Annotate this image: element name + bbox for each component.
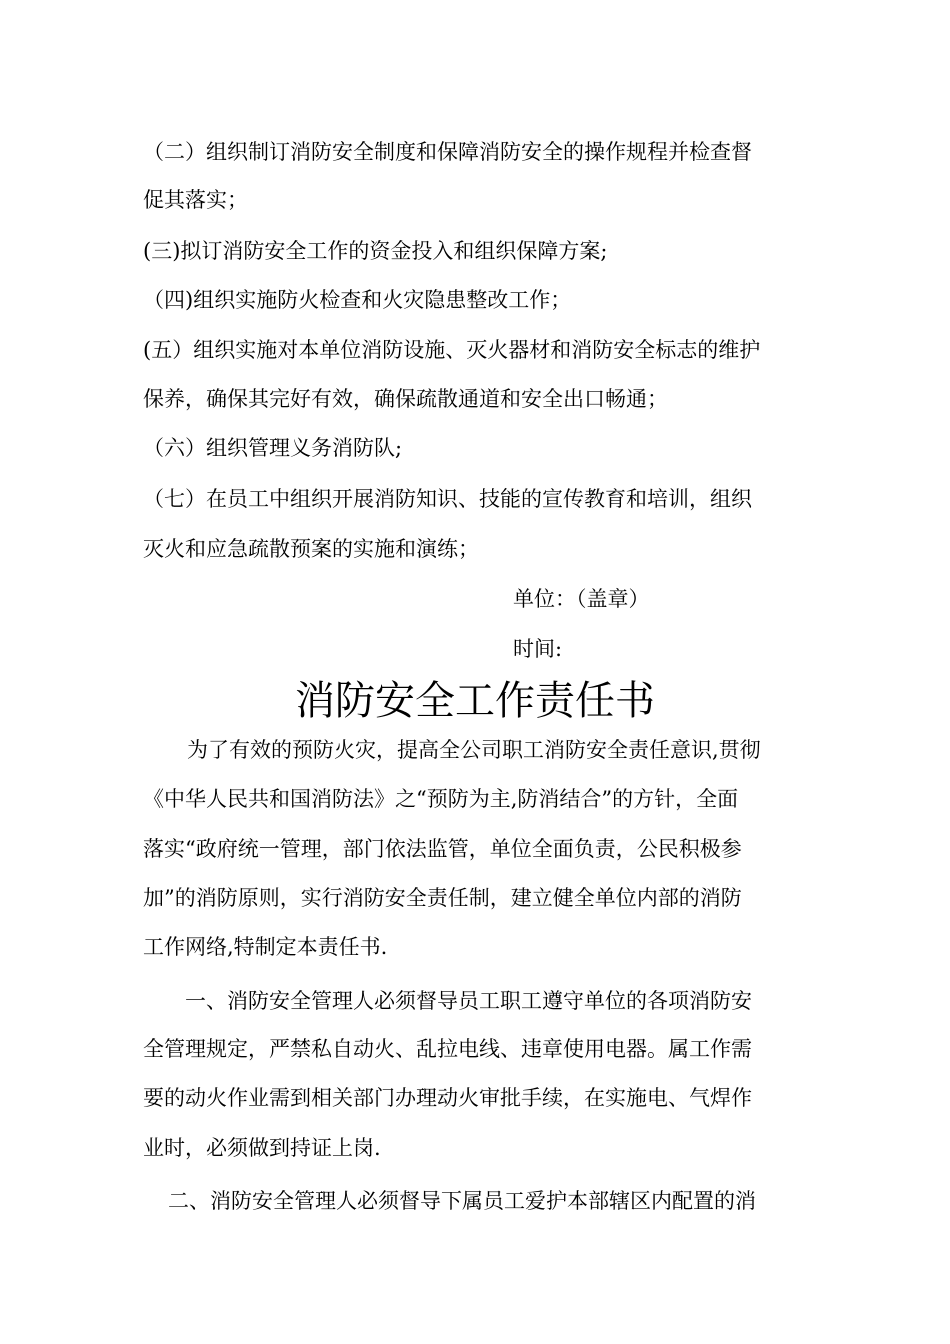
paragraph-line: （四)组织实施防火检查和火灾隐患整改工作； — [143, 288, 572, 312]
signature-time: 时间: — [513, 637, 563, 661]
paragraph-line: 保养，确保其完好有效，确保疏散通道和安全出口畅通； — [143, 387, 668, 411]
paragraph-line: 要的动火作业需到相关部门办理动火审批手续，在实施电、气焊作 — [143, 1086, 752, 1110]
paragraph-line: 全管理规定，严禁私自动火、乱拉电线、违章使用电器。属工作需 — [143, 1037, 752, 1061]
paragraph-line: （七）在员工中组织开展消防知识、技能的宣传教育和培训，组织 — [143, 487, 752, 511]
paragraph-line: 一、消防安全管理人必须督导员工职工遵守单位的各项消防安 — [185, 989, 752, 1013]
paragraph-line: 为了有效的预防火灾，提高全公司职工消防安全责任意识,贯彻 — [187, 738, 761, 762]
paragraph-line: 工作网络,特制定本责任书. — [143, 935, 388, 959]
paragraph-line: (五）组织实施对本单位消防设施、灭火器材和消防安全标志的维护 — [143, 338, 761, 362]
paragraph-line: (三)拟订消防安全工作的资金投入和组织保障方案; — [143, 239, 608, 263]
paragraph-line: 二、消防安全管理人必须督导下属员工爱护本部辖区内配置的消 — [168, 1189, 756, 1213]
paragraph-line: 业时，必须做到持证上岗. — [143, 1136, 381, 1160]
paragraph-line: 《中华人民共和国消防法》之“预防为主,防消结合”的方针，全面 — [143, 787, 739, 811]
signature-unit: 单位：（盖章） — [513, 587, 650, 611]
paragraph-line: 加”的消防原则，实行消防安全责任制，建立健全单位内部的消防 — [143, 886, 742, 910]
paragraph-line: 灭火和应急疏散预案的实施和演练； — [143, 537, 479, 561]
paragraph-line: 落实“政府统一管理，部门依法监管，单位全面负责，公民积极参 — [143, 837, 742, 861]
paragraph-line: 促其落实； — [143, 188, 248, 212]
paragraph-line: （六）组织管理义务消防队; — [143, 436, 403, 460]
paragraph-line: （二）组织制订消防安全制度和保障消防安全的操作规程并检查督 — [143, 140, 752, 164]
document-title: 消防安全工作责任书 — [295, 678, 655, 724]
